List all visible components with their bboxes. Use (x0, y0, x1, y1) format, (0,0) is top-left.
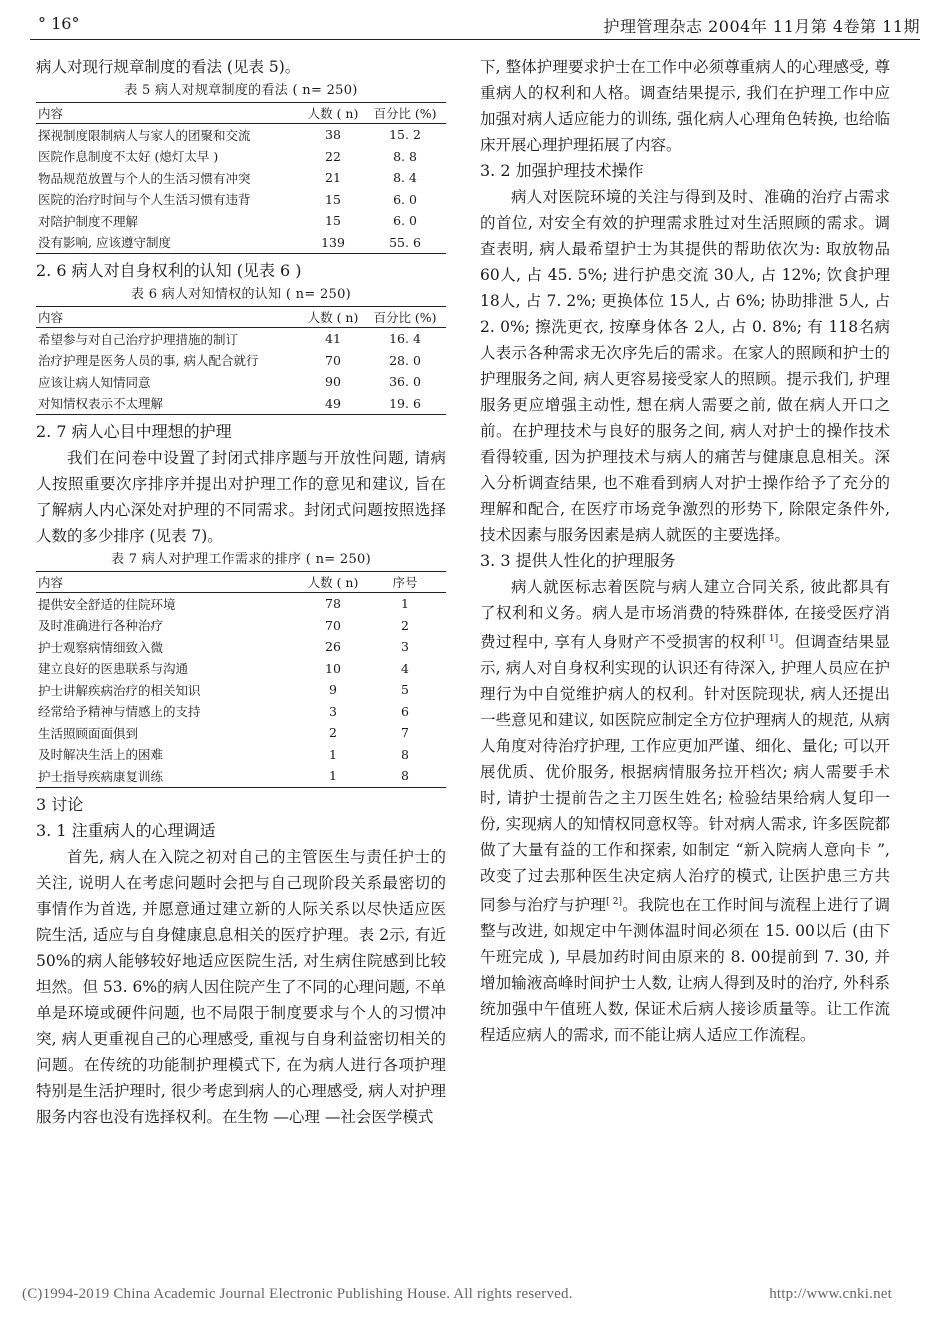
table-row (36, 371, 446, 393)
cell-percent: 28. 0 (389, 352, 421, 368)
table-row (36, 593, 446, 615)
cell-content: 经常给予精神与情感上的支持 (38, 704, 201, 720)
table6-header-row (36, 307, 446, 328)
footer-url: http://www.cnki.net (769, 1286, 892, 1302)
cell-percent: 8. 4 (393, 170, 417, 186)
cell-content: 没有影响, 应该遵守制度 (36, 232, 302, 254)
table-row (36, 393, 446, 415)
table7-col-content: 内容 (36, 572, 302, 593)
citation-1: [ 1] (762, 634, 779, 644)
cell-count: 70 (325, 617, 341, 633)
cell-content: 及时准确进行各种治疗 (38, 618, 164, 634)
section-3-3-text-part3: 。我院也在工作时间与流程上进行了调整与改进, 如规定中午测体温时间必须在 15. 00以后 (由下午班完成 ), 早晨加药时间由原来的 8. 00提前到 7. 30, 并增加输液高峰时间护士人数, 让病人得到及时的治疗, 外科系统加强中午值班人数, 保证术后病人接诊质量等。让工作流程适应病人的需求, 而不能让病人适应工作流程。 (480, 896, 890, 1045)
cell-count: 22 (325, 148, 341, 164)
table-row (36, 744, 446, 766)
table6-col-percent: 百分比 (%) (364, 307, 446, 328)
cell-content: 及时解决生活上的困难 (38, 747, 164, 763)
cell-content: 治疗护理是医务人员的事, 病人配合就行 (38, 353, 259, 369)
cell-count: 2 (329, 725, 337, 741)
copyright-notice: (C)1994-2019 China Academic Journal Electronic Publishing House. All rights reserved. (22, 1286, 573, 1302)
cell-percent: 16. 4 (389, 331, 421, 347)
table7-col-count: 人数 ( n) (302, 572, 364, 593)
cell-count: 10 (325, 660, 341, 676)
cell-percent: 36. 0 (389, 374, 421, 390)
cell-count: 9 (329, 682, 337, 698)
table-row (36, 189, 446, 211)
section-3-heading: 3 讨论 (36, 794, 84, 814)
cell-content: 医院的治疗时间与个人生活习惯有违背 (38, 192, 251, 208)
header-rule (30, 39, 920, 40)
table-row (36, 701, 446, 723)
cell-rank: 2 (401, 617, 409, 633)
cell-count: 15 (325, 191, 341, 207)
cell-count: 139 (302, 232, 364, 254)
table-row (36, 636, 446, 658)
table7-col-rank: 序号 (364, 572, 446, 593)
cell-content: 建立良好的医患联系与沟通 (38, 661, 189, 677)
cell-content: 生活照顾面面俱到 (38, 725, 139, 741)
page-footer (22, 1286, 922, 1303)
table7 (36, 571, 446, 788)
section-3-3-heading: 3. 3 提供人性化的护理服务 (480, 551, 676, 570)
cell-count: 26 (325, 639, 341, 655)
cell-count: 90 (325, 374, 341, 390)
cell-content: 护士指导疾病康复训练 (36, 765, 302, 787)
section-3-1-paragraph: 首先, 病人在入院之初对自己的主管医生与责任护士的关注, 说明人在考虑问题时会把与自己现阶段关系最密切的事情作为首选, 并愿意通过建立新的人际关系以尽快适应医院生活, 适应与自身健康息息相关的医疗护理。表 2示, 有近 50%的病人能够较好地适应医院生活, 对生病住院感到比较坦然。但 53. 6%的病人因住院产生了不同的心理问题, 不单单是环境或硬件问题, 也不局限于制度要求与个人的习惯冲突, 病人更重视自己的心理感受, 重视与自身利益密切相关的问题。在传统的功能制护理模式下, 在为病人进行各项护理特别是生活护理时, 很少考虑到病人的心理感受, 病人对护理服务内容也没有选择权利。在生物 —心理 —社会医学模式 (36, 847, 446, 1126)
section-3-3-text-part2: 。但调查结果显示, 病人对自身权利实现的认识还有待深入, 护理人员应在护理行为中自觉维护病人的权利。针对医院现状, 病人还提出一些意见和建议, 如医院应制定全方位护理病人的规范, 从病人角度对待治疗护理, 工作应更加严谨、细化、量化; 可以开展优质、优价服务, 根据病情服务拉开档次; 病人需要手术时, 请护士提前告之主刀医生姓名; 检验结果给病人复印一份, 实现病人的知情权同意权等。针对病人需求, 许多医院都做了大量有益的工作和探索, 如制定 “新入院病人意向卡 ”, 改变了过去那种医生决定病人治疗的模式, 让医护患三方共同参与治疗与护理 (480, 633, 890, 915)
table6-caption: 表 6 病人对知情权的认知 ( n= 250) (130, 287, 352, 302)
cell-content: 应该让病人知情同意 (38, 374, 151, 390)
section-3-2-heading: 3. 2 加强护理技术操作 (480, 161, 644, 180)
cell-count: 41 (325, 331, 341, 347)
cell-count: 1 (302, 765, 364, 787)
section-3-1-continuation: 下, 整体护理要求护士在工作中必须尊重病人的心理感受, 尊重病人的权利和人格。调查结果提示, 我们在护理工作中应加强对病人适应能力的训练, 强化病人心理角色转换, 也给临床开展心理护理拓展了内容。 (480, 58, 890, 154)
cell-percent: 19. 6 (364, 393, 446, 415)
cell-count: 49 (302, 393, 364, 415)
cell-count: 70 (325, 352, 341, 368)
table-row (36, 328, 446, 350)
table-row (36, 210, 446, 232)
section-3-1-heading: 3. 1 注重病人的心理调适 (36, 820, 216, 840)
cell-content: 希望参与对自己治疗护理措施的制订 (38, 331, 239, 347)
cell-rank: 1 (401, 596, 409, 612)
table7-caption: 表 7 病人对护理工作需求的排序 ( n= 250) (111, 552, 371, 567)
cell-percent: 6. 0 (393, 191, 417, 207)
section-3-2-paragraph: 病人对医院环境的关注与得到及时、准确的治疗占需求的首位, 对安全有效的护理需求胜过对生活照顾的需求。调查表明, 病人最希望护士为其提供的帮助依次为: 取放物品 60人, 占 45. 5%; 进行护患交流 30人, 占 12%; 饮食护理 18人, 占 7. 2%; 更换体位 15人, 占 6%; 协助排泄 5人, 占 2. 0%; 擦洗更衣, 按摩身体各 2人, 占 0. 8%; 有 118名病人表示各种需求无次序先后的需求。在家人的照顾和护士的护理服务之间, 病人更容易接受家人的照顾。提示我们, 护理服务更应增强主动性, 想在病人需要之前, 做在病人开口之前。在护理技术与良好的服务之间, 病人对护士的操作技术看得较重, 因为护理技术与病人的痛苦与健康息息相关。深入分析调查结果, 也不难看到病人对护士操作给予了充分的理解和配合, 在医疗市场竞争激烈的形势下, 除限定条件外, 技术因素与服务因素是病人就医的主要选择。 (480, 188, 890, 544)
cell-rank: 5 (401, 682, 409, 698)
cell-content: 物品规范放置与个人的生活习惯有冲突 (38, 170, 251, 186)
cell-content: 医院作息制度不太好 (熄灯太早 ) (38, 149, 219, 165)
table-row (36, 124, 446, 146)
table6-col-content: 内容 (36, 307, 302, 328)
cell-percent: 6. 0 (393, 213, 417, 229)
cell-count: 15 (325, 213, 341, 229)
table-row (36, 350, 446, 372)
journal-title: 护理管理杂志 2004年 11月第 4卷第 11期 (603, 17, 920, 36)
table6-col-count: 人数 ( n) (302, 307, 364, 328)
cell-percent: 8. 8 (393, 148, 417, 164)
cell-content: 对陪护制度不理解 (38, 213, 139, 229)
cell-rank: 8 (401, 746, 409, 762)
cell-count: 78 (325, 596, 341, 612)
table5-col-percent: 百分比 (%) (364, 103, 446, 124)
table5-col-count: 人数 ( n) (302, 103, 364, 124)
table-row (36, 765, 446, 787)
cell-content: 护士观察病情细致入微 (38, 639, 164, 655)
table7-header-row (36, 572, 446, 593)
section-2-7-paragraph: 我们在问卷中设置了封闭式排序题与开放性问题, 请病人按照重要次序排序并提出对护理工作的意见和建议, 旨在了解病人内心深处对护理的不同需求。封闭式问题按照选择人数的多少排序 (见表 7)。 (36, 449, 446, 545)
page-number: ° 16° (38, 14, 80, 33)
cell-rank: 7 (401, 725, 409, 741)
section-3-3-text-part1: 病人就医标志着医院与病人建立合同关系, 彼此都具有了权利和义务。病人是市场消费的特殊群体, 在接受医疗消费过程中, 享有人身财产不受损害的权利 (480, 578, 890, 652)
table-row (36, 615, 446, 637)
table-row (36, 679, 446, 701)
cell-rank: 3 (401, 639, 409, 655)
section-3-3-paragraph (480, 574, 890, 1048)
cell-rank: 8 (364, 765, 446, 787)
cell-count: 3 (329, 703, 337, 719)
citation-2: [ 2] (606, 897, 622, 908)
right-column (480, 54, 890, 1048)
left-column (36, 54, 446, 1130)
section-2-6-heading: 2. 6 病人对自身权利的认知 (见表 6 ) (36, 261, 302, 280)
cell-content: 探视制度限制病人与家人的团聚和交流 (38, 127, 251, 143)
table5-header-row (36, 103, 446, 124)
table6 (36, 306, 446, 415)
page-header (30, 6, 920, 40)
table5-col-content: 内容 (36, 103, 302, 124)
cell-content: 提供安全舒适的住院环境 (38, 596, 176, 612)
section-2-7-heading: 2. 7 病人心目中理想的护理 (36, 422, 232, 441)
cell-rank: 6 (401, 703, 409, 719)
table-row (36, 232, 446, 254)
cell-rank: 4 (401, 660, 409, 676)
table5-intro: 病人对现行规章制度的看法 (见表 5)。 (36, 58, 301, 76)
cell-count: 38 (325, 127, 341, 143)
table-row (36, 658, 446, 680)
cell-content: 护士讲解疾病治疗的相关知识 (38, 682, 201, 698)
cell-count: 21 (325, 170, 341, 186)
cell-percent: 15. 2 (389, 127, 421, 143)
table-row (36, 146, 446, 168)
table-row (36, 722, 446, 744)
cell-content: 对知情权表示不太理解 (36, 393, 302, 415)
cell-percent: 55. 6 (364, 232, 446, 254)
table5 (36, 102, 446, 254)
table5-caption: 表 5 病人对规章制度的看法 ( n= 250) (124, 83, 358, 98)
cell-count: 1 (329, 746, 337, 762)
table-row (36, 167, 446, 189)
